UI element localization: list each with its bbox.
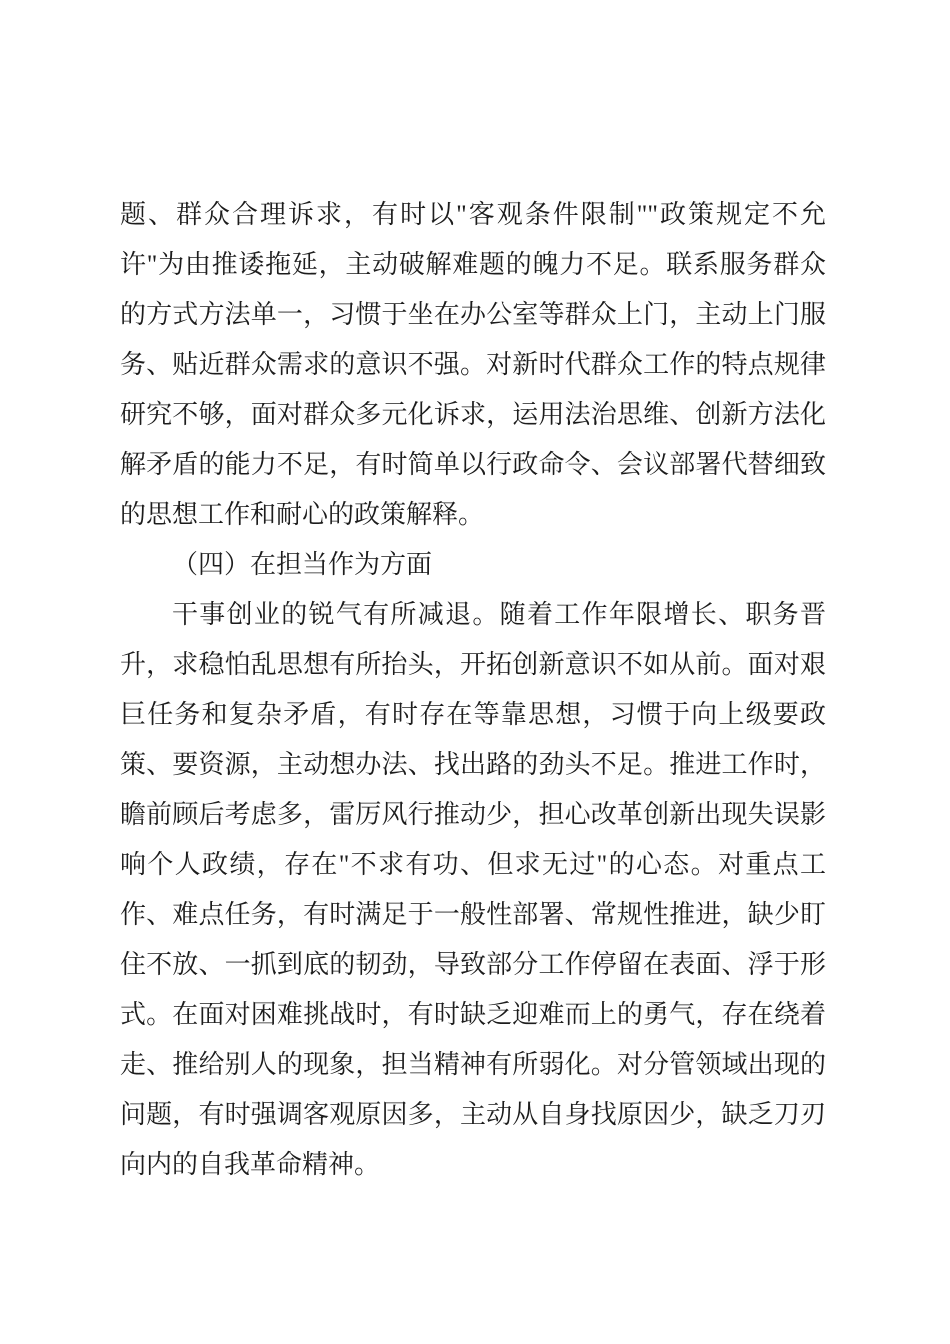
body-line: 问题，有时强调客观原因多，主动从自身找原因少，缺乏刀刃 (120, 1100, 826, 1129)
body-line: 向内的自我革命精神。 (120, 1150, 381, 1179)
body-line: 瞻前顾后考虑多，雷厉风行推动少，担心改革创新出现失误影 (120, 800, 826, 829)
text-block (120, 190, 826, 1190)
body-line: 题、群众合理诉求，有时以"客观条件限制""政策规定不允 (120, 200, 826, 229)
section-heading: （四）在担当作为方面 (172, 550, 433, 579)
body-line: 的方式方法单一，习惯于坐在办公室等群众上门，主动上门服 (120, 300, 826, 329)
body-line: 响个人政绩，存在"不求有功、但求无过"的心态。对重点工 (120, 850, 826, 879)
body-line: 的思想工作和耐心的政策解释。 (120, 500, 485, 529)
body-line: 巨任务和复杂矛盾，有时存在等靠思想，习惯于向上级要政 (120, 700, 826, 729)
body-line: 升，求稳怕乱思想有所抬头，开拓创新意识不如从前。面对艰 (120, 650, 826, 679)
body-line: 干事创业的锐气有所减退。随着工作年限增长、职务晋 (172, 600, 826, 629)
body-line: 许"为由推诿拖延，主动破解难题的魄力不足。联系服务群众 (120, 250, 826, 279)
body-line: 研究不够，面对群众多元化诉求，运用法治思维、创新方法化 (120, 400, 826, 429)
body-line: 住不放、一抓到底的韧劲，导致部分工作停留在表面、浮于形 (120, 950, 826, 979)
body-line: 解矛盾的能力不足，有时简单以行政命令、会议部署代替细致 (120, 450, 826, 479)
body-line: 策、要资源，主动想办法、找出路的劲头不足。推进工作时， (120, 750, 826, 779)
body-line: 式。在面对困难挑战时，有时缺乏迎难而上的勇气，存在绕着 (120, 1000, 826, 1029)
body-line: 务、贴近群众需求的意识不强。对新时代群众工作的特点规律 (120, 350, 826, 379)
body-line: 作、难点任务，有时满足于一般性部署、常规性推进，缺少盯 (120, 900, 826, 929)
body-line: 走、推给别人的现象，担当精神有所弱化。对分管领域出现的 (120, 1050, 826, 1079)
